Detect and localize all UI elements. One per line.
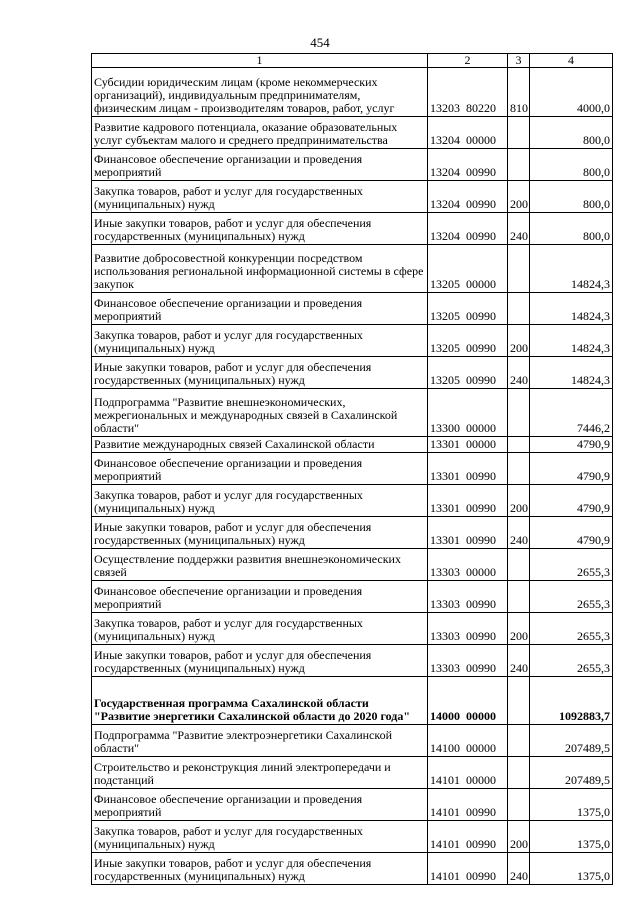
row-code-program: 14101 bbox=[430, 773, 460, 787]
row-expense-type bbox=[508, 437, 530, 453]
row-code-direction: 00990 bbox=[466, 373, 496, 387]
table-row bbox=[92, 293, 613, 325]
row-code-program: 13204 bbox=[430, 229, 460, 243]
row-amount: 4000,0 bbox=[530, 68, 613, 117]
column-header-code: 2 bbox=[428, 54, 508, 68]
table-row bbox=[92, 68, 613, 117]
row-name: Осуществление поддержки развития внешнеэкономических связей bbox=[92, 549, 428, 581]
table-row bbox=[92, 453, 613, 485]
table-row bbox=[92, 149, 613, 181]
row-code-direction: 00000 bbox=[466, 133, 496, 147]
row-amount: 1375,0 bbox=[530, 789, 613, 821]
row-code-program: 14101 bbox=[430, 805, 460, 819]
row-expense-type bbox=[508, 581, 530, 613]
row-expense-type bbox=[508, 677, 530, 725]
table-row bbox=[92, 517, 613, 549]
table-row bbox=[92, 389, 613, 437]
table-row bbox=[92, 645, 613, 677]
row-amount: 7446,2 bbox=[530, 389, 613, 437]
row-name: Закупка товаров, работ и услуг для государственных (муниципальных) нужд bbox=[92, 485, 428, 517]
row-code bbox=[428, 117, 508, 149]
row-code-program: 13303 bbox=[430, 629, 460, 643]
row-expense-type bbox=[508, 453, 530, 485]
row-code-direction: 00000 bbox=[466, 437, 496, 451]
row-code-program: 13204 bbox=[430, 197, 460, 211]
row-code bbox=[428, 325, 508, 357]
row-code bbox=[428, 213, 508, 245]
column-header-name: 1 bbox=[92, 54, 428, 68]
page-number: 454 bbox=[310, 35, 330, 50]
row-code-program: 13303 bbox=[430, 661, 460, 675]
table-row bbox=[92, 581, 613, 613]
row-name: Развитие добросовестной конкуренции посредством использования региональной информационной системы в сфере закупок bbox=[92, 245, 428, 293]
row-code-program: 14000 bbox=[430, 709, 460, 723]
row-name: Государственная программа Сахалинской области "Развитие энергетики Сахалинской области до 2020 года" bbox=[92, 677, 428, 725]
row-code-direction: 00990 bbox=[466, 629, 496, 643]
row-code-program: 13303 bbox=[430, 565, 460, 579]
row-code-program: 13301 bbox=[430, 501, 460, 515]
row-expense-type: 200 bbox=[508, 613, 530, 645]
row-amount: 207489,5 bbox=[530, 757, 613, 789]
row-amount: 2655,3 bbox=[530, 581, 613, 613]
row-name: Иные закупки товаров, работ и услуг для обеспечения государственных (муниципальных) нужд bbox=[92, 645, 428, 677]
row-amount: 2655,3 bbox=[530, 613, 613, 645]
table-row bbox=[92, 245, 613, 293]
row-code bbox=[428, 677, 508, 725]
row-code bbox=[428, 389, 508, 437]
row-code bbox=[428, 645, 508, 677]
row-code-direction: 00000 bbox=[466, 709, 496, 723]
table-row bbox=[92, 853, 613, 885]
table-row bbox=[92, 117, 613, 149]
row-amount: 14824,3 bbox=[530, 325, 613, 357]
row-code-direction: 00990 bbox=[466, 533, 496, 547]
row-code bbox=[428, 517, 508, 549]
table-row bbox=[92, 357, 613, 389]
row-name: Иные закупки товаров, работ и услуг для обеспечения государственных (муниципальных) нужд bbox=[92, 357, 428, 389]
budget-table bbox=[91, 53, 613, 885]
row-code-direction: 00000 bbox=[466, 741, 496, 755]
row-amount: 800,0 bbox=[530, 117, 613, 149]
row-expense-type bbox=[508, 549, 530, 581]
row-code-program: 13301 bbox=[430, 469, 460, 483]
row-expense-type bbox=[508, 245, 530, 293]
row-amount: 4790,9 bbox=[530, 517, 613, 549]
table-row bbox=[92, 821, 613, 853]
row-code-program: 13205 bbox=[430, 309, 460, 323]
row-code bbox=[428, 149, 508, 181]
row-amount: 4790,9 bbox=[530, 453, 613, 485]
row-code-direction: 00990 bbox=[466, 197, 496, 211]
row-name: Иные закупки товаров, работ и услуг для обеспечения государственных (муниципальных) нужд bbox=[92, 517, 428, 549]
row-code-direction: 00000 bbox=[466, 421, 496, 435]
row-code-program: 13205 bbox=[430, 277, 460, 291]
row-code bbox=[428, 549, 508, 581]
row-code-program: 13205 bbox=[430, 373, 460, 387]
row-expense-type bbox=[508, 293, 530, 325]
row-name: Финансовое обеспечение организации и проведения мероприятий bbox=[92, 581, 428, 613]
row-code-program: 13300 bbox=[430, 421, 460, 435]
row-amount: 800,0 bbox=[530, 181, 613, 213]
row-amount: 800,0 bbox=[530, 149, 613, 181]
row-name: Строительство и реконструкция линий электропередачи и подстанций bbox=[92, 757, 428, 789]
column-header-expense-type: 3 bbox=[508, 54, 530, 68]
row-name: Закупка товаров, работ и услуг для государственных (муниципальных) нужд bbox=[92, 821, 428, 853]
row-code-program: 13204 bbox=[430, 133, 460, 147]
row-code-program: 13203 bbox=[430, 101, 460, 115]
row-code-direction: 00000 bbox=[466, 565, 496, 579]
row-code-direction: 00990 bbox=[466, 661, 496, 675]
row-code bbox=[428, 821, 508, 853]
row-code bbox=[428, 293, 508, 325]
table-row bbox=[92, 549, 613, 581]
row-code-program: 13204 bbox=[430, 165, 460, 179]
row-name: Подпрограмма "Развитие внешнеэкономических, межрегиональных и международных связей в Сахалинской области" bbox=[92, 389, 428, 437]
row-amount: 2655,3 bbox=[530, 645, 613, 677]
row-code-direction: 00990 bbox=[466, 501, 496, 515]
row-code-direction: 00990 bbox=[466, 837, 496, 851]
table-body bbox=[92, 68, 613, 885]
row-expense-type: 240 bbox=[508, 645, 530, 677]
row-amount: 2655,3 bbox=[530, 549, 613, 581]
row-code bbox=[428, 453, 508, 485]
row-code bbox=[428, 613, 508, 645]
row-name: Закупка товаров, работ и услуг для государственных (муниципальных) нужд bbox=[92, 181, 428, 213]
row-code bbox=[428, 485, 508, 517]
row-name: Закупка товаров, работ и услуг для государственных (муниципальных) нужд bbox=[92, 325, 428, 357]
row-name: Финансовое обеспечение организации и проведения мероприятий bbox=[92, 453, 428, 485]
row-code-direction: 00000 bbox=[466, 277, 496, 291]
row-code-direction: 00990 bbox=[466, 469, 496, 483]
row-amount: 4790,9 bbox=[530, 437, 613, 453]
row-amount: 14824,3 bbox=[530, 357, 613, 389]
row-code bbox=[428, 789, 508, 821]
row-name: Развитие кадрового потенциала, оказание образовательных услуг субъектам малого и среднего предпринимательства bbox=[92, 117, 428, 149]
row-expense-type bbox=[508, 149, 530, 181]
row-expense-type: 200 bbox=[508, 325, 530, 357]
table-row bbox=[92, 325, 613, 357]
row-code bbox=[428, 853, 508, 885]
row-code bbox=[428, 357, 508, 389]
row-code-direction: 00990 bbox=[466, 597, 496, 611]
row-expense-type bbox=[508, 725, 530, 757]
row-expense-type: 200 bbox=[508, 821, 530, 853]
row-code-direction: 80220 bbox=[466, 101, 496, 115]
row-code-program: 13301 bbox=[430, 533, 460, 547]
table-row bbox=[92, 757, 613, 789]
table-row bbox=[92, 485, 613, 517]
row-name: Иные закупки товаров, работ и услуг для обеспечения государственных (муниципальных) нужд bbox=[92, 213, 428, 245]
row-amount: 14824,3 bbox=[530, 293, 613, 325]
row-code bbox=[428, 245, 508, 293]
row-code bbox=[428, 437, 508, 453]
row-code bbox=[428, 181, 508, 213]
row-amount: 1375,0 bbox=[530, 821, 613, 853]
table-header-row bbox=[92, 54, 613, 68]
row-amount: 4790,9 bbox=[530, 485, 613, 517]
row-code-program: 14101 bbox=[430, 837, 460, 851]
row-code-direction: 00990 bbox=[466, 229, 496, 243]
table-row bbox=[92, 181, 613, 213]
row-code bbox=[428, 581, 508, 613]
row-code-direction: 00990 bbox=[466, 869, 496, 883]
row-expense-type bbox=[508, 789, 530, 821]
table-row bbox=[92, 613, 613, 645]
row-amount: 14824,3 bbox=[530, 245, 613, 293]
row-amount: 800,0 bbox=[530, 213, 613, 245]
row-code-direction: 00990 bbox=[466, 341, 496, 355]
row-code-program: 13301 bbox=[430, 437, 460, 451]
row-amount: 1092883,7 bbox=[530, 677, 613, 725]
row-name: Развитие международных связей Сахалинской области bbox=[92, 437, 428, 453]
row-amount: 1375,0 bbox=[530, 853, 613, 885]
row-code bbox=[428, 68, 508, 117]
row-expense-type: 810 bbox=[508, 68, 530, 117]
row-expense-type: 240 bbox=[508, 213, 530, 245]
row-expense-type: 240 bbox=[508, 357, 530, 389]
row-name: Иные закупки товаров, работ и услуг для обеспечения государственных (муниципальных) нужд bbox=[92, 853, 428, 885]
table-row bbox=[92, 437, 613, 453]
row-amount: 207489,5 bbox=[530, 725, 613, 757]
table-row bbox=[92, 677, 613, 725]
row-code-direction: 00000 bbox=[466, 773, 496, 787]
row-code-program: 13303 bbox=[430, 597, 460, 611]
row-expense-type bbox=[508, 389, 530, 437]
table-row bbox=[92, 725, 613, 757]
row-expense-type bbox=[508, 117, 530, 149]
row-code-program: 14100 bbox=[430, 741, 460, 755]
row-name: Подпрограмма "Развитие электроэнергетики Сахалинской области" bbox=[92, 725, 428, 757]
row-name: Субсидии юридическим лицам (кроме некоммерческих организаций), индивидуальным предпринимателям, физическим лицам - производителям товаров, работ, услуг bbox=[92, 68, 428, 117]
row-code-program: 13205 bbox=[430, 341, 460, 355]
column-header-amount: 4 bbox=[530, 54, 613, 68]
row-code bbox=[428, 757, 508, 789]
table-row bbox=[92, 213, 613, 245]
row-expense-type: 240 bbox=[508, 853, 530, 885]
row-name: Финансовое обеспечение организации и проведения мероприятий bbox=[92, 789, 428, 821]
table-row bbox=[92, 789, 613, 821]
row-expense-type bbox=[508, 757, 530, 789]
row-code-direction: 00990 bbox=[466, 165, 496, 179]
row-code-program: 14101 bbox=[430, 869, 460, 883]
row-code bbox=[428, 725, 508, 757]
row-code-direction: 00990 bbox=[466, 309, 496, 323]
row-expense-type: 240 bbox=[508, 517, 530, 549]
row-name: Финансовое обеспечение организации и проведения мероприятий bbox=[92, 293, 428, 325]
row-name: Финансовое обеспечение организации и проведения мероприятий bbox=[92, 149, 428, 181]
row-code-direction: 00990 bbox=[466, 805, 496, 819]
row-expense-type: 200 bbox=[508, 181, 530, 213]
row-name: Закупка товаров, работ и услуг для государственных (муниципальных) нужд bbox=[92, 613, 428, 645]
row-expense-type: 200 bbox=[508, 485, 530, 517]
